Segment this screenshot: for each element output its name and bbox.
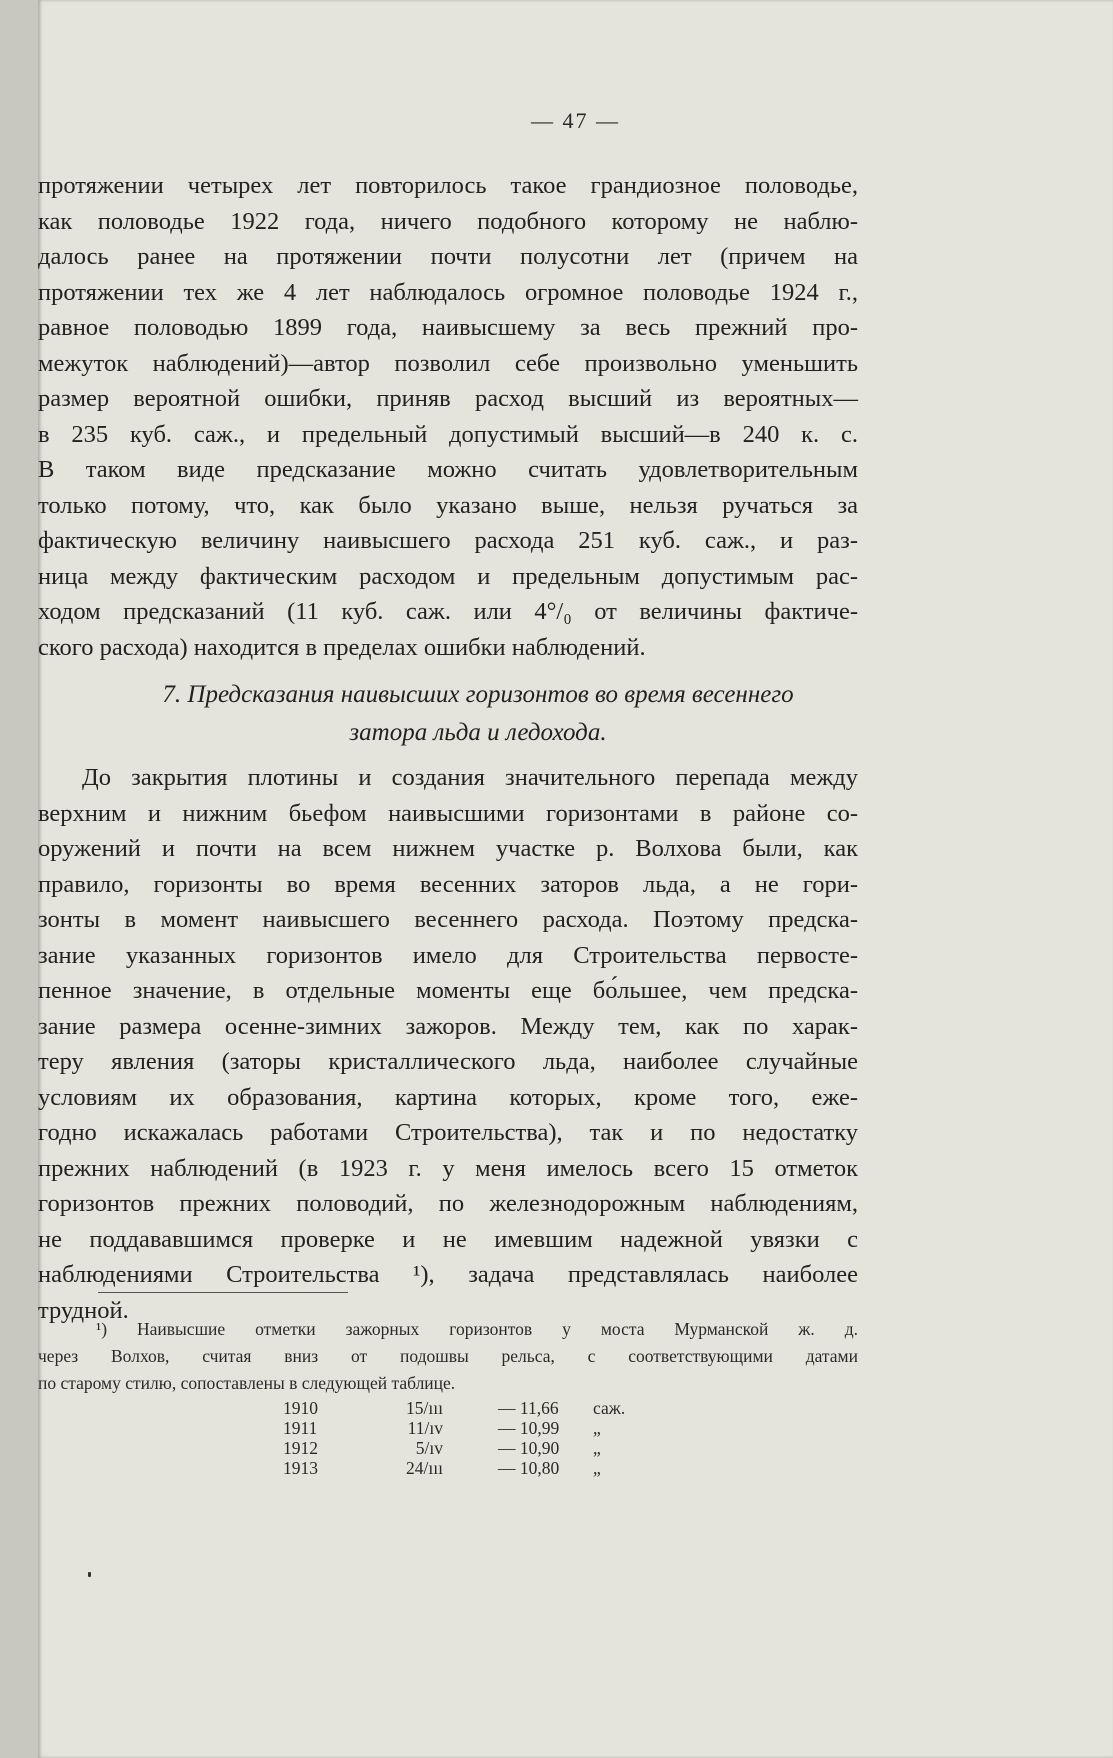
- date-cell: 24/ııı: [406, 1458, 443, 1478]
- text-line: До закрытия плотины и создания значительного перепада между: [82, 764, 858, 791]
- year-cell: 1911: [283, 1418, 318, 1438]
- footnote-line: ¹) Наивысшие отметки зажорных горизонтов у моста Мурманской ж. д.: [96, 1319, 858, 1339]
- paragraph-main: [38, 760, 858, 1328]
- date-cell: 15/ııı: [406, 1398, 443, 1418]
- text-line: наблюдениями Строительства ¹), задача представлялась наиболее: [38, 1261, 858, 1288]
- table-row: [283, 1438, 683, 1458]
- text-line: ходом предсказаний (11 куб. саж. или 4°/₀ от величины фактиче-: [38, 598, 858, 625]
- text-line: теру явления (заторы кристаллического льда, наиболее случайные: [38, 1048, 858, 1075]
- unit-cell: „: [593, 1458, 601, 1478]
- text-line: размер вероятной ошибки, приняв расход высший из вероятных—: [38, 385, 858, 412]
- text-line: протяжении тех же 4 лет наблюдалось огромное половодье 1924 г.,: [38, 278, 858, 306]
- value-cell: — 10,90: [498, 1438, 560, 1458]
- text-line: оружений и почти на всем нижнем участке р. Волхова были, как: [38, 835, 858, 862]
- heading-line: затора льда и ледохода.: [349, 719, 607, 746]
- text-line: прежних наблюдений (в 1923 г. у меня имелось всего 15 отметок: [38, 1154, 858, 1182]
- text-line: в 235 куб. саж., и предельный допустимый высший—в 240 к. с.: [38, 420, 858, 448]
- text-line: пенное значение, в отдельные моменты еще бо́льшее, чем предска-: [38, 977, 858, 1004]
- unit-cell: саж.: [593, 1398, 626, 1418]
- footnote-table: [283, 1398, 683, 1478]
- footnote: [38, 1316, 858, 1397]
- heading-line: 7. Предсказания наивысших горизонтов во время весеннего: [162, 681, 794, 708]
- value-cell: — 11,66: [498, 1398, 559, 1418]
- footnote-line: по старому стилю, сопоставлены в следующей таблице.: [38, 1373, 456, 1393]
- text-line: В таком виде предсказание можно считать удовлетворительным: [38, 456, 858, 483]
- year-cell: 1913: [283, 1458, 318, 1478]
- text-line: зание указанных горизонтов имело для Строительства первосте-: [38, 941, 858, 969]
- text-line: трудной.: [38, 1296, 129, 1324]
- page-number: — 47 —: [531, 108, 620, 133]
- year-cell: 1912: [283, 1438, 318, 1458]
- text-line: зонты в момент наивысшего весеннего расхода. Поэтому предска-: [38, 906, 858, 933]
- section-heading: [78, 676, 878, 752]
- text-line: верхним и нижним бьефом наивысшими горизонтами в районе со-: [38, 799, 858, 827]
- unit-cell: „: [593, 1418, 601, 1438]
- text-line: горизонтов прежних половодий, по железнодорожным наблюдениям,: [38, 1190, 858, 1217]
- year-cell: 1910: [283, 1398, 318, 1418]
- unit-cell: „: [593, 1438, 601, 1458]
- table-row: [283, 1458, 683, 1478]
- ink-speck: [88, 1572, 91, 1577]
- text-line: условиям их образования, картина которых, кроме того, еже-: [38, 1083, 858, 1111]
- text-line: только потому, что, как было указано выше, нельзя ручаться за: [38, 491, 858, 519]
- book-page: [38, 0, 1113, 1758]
- value-cell: — 10,99: [498, 1418, 560, 1438]
- text-line: далось ранее на протяжении почти полусотни лет (причем на: [38, 243, 858, 270]
- text-line: годно искажалась работами Строительства), так и по недостатку: [38, 1119, 858, 1146]
- text-line: ского расхода) находится в пределах ошибки наблюдений.: [38, 633, 646, 661]
- text-line: правило, горизонты во время весенних заторов льда, а не гори-: [38, 870, 858, 898]
- table-row: [283, 1398, 683, 1418]
- text-line: фактическую величину наивысшего расхода 251 куб. саж., и раз-: [38, 527, 858, 554]
- paragraph-continuation: [38, 168, 858, 665]
- text-line: межуток наблюдений)—автор позволил себе произвольно уменьшить: [38, 349, 858, 377]
- date-cell: 5/ıv: [415, 1438, 443, 1458]
- text-line: равное половодью 1899 года, наивысшему за весь прежний про-: [38, 314, 858, 341]
- value-cell: — 10,80: [498, 1458, 560, 1478]
- text-line: протяжении четырех лет повторилось такое грандиозное половодье,: [38, 172, 858, 199]
- text-line: ница между фактическим расходом и предельным допустимым рас-: [38, 562, 858, 590]
- text-line: не поддававшимся проверке и не имевшим надежной увязки с: [38, 1225, 858, 1253]
- text-line: как половодье 1922 года, ничего подобного которому не наблю-: [38, 207, 858, 235]
- table-row: [283, 1418, 683, 1438]
- text-line: зание размера осенне-зимних зажоров. Между тем, как по харак-: [38, 1012, 858, 1040]
- footnote-line: через Волхов, считая вниз от подошвы рельса, с соответствующими датами: [38, 1346, 858, 1366]
- footnote-rule: [98, 1292, 348, 1293]
- date-cell: 11/ıv: [407, 1418, 443, 1438]
